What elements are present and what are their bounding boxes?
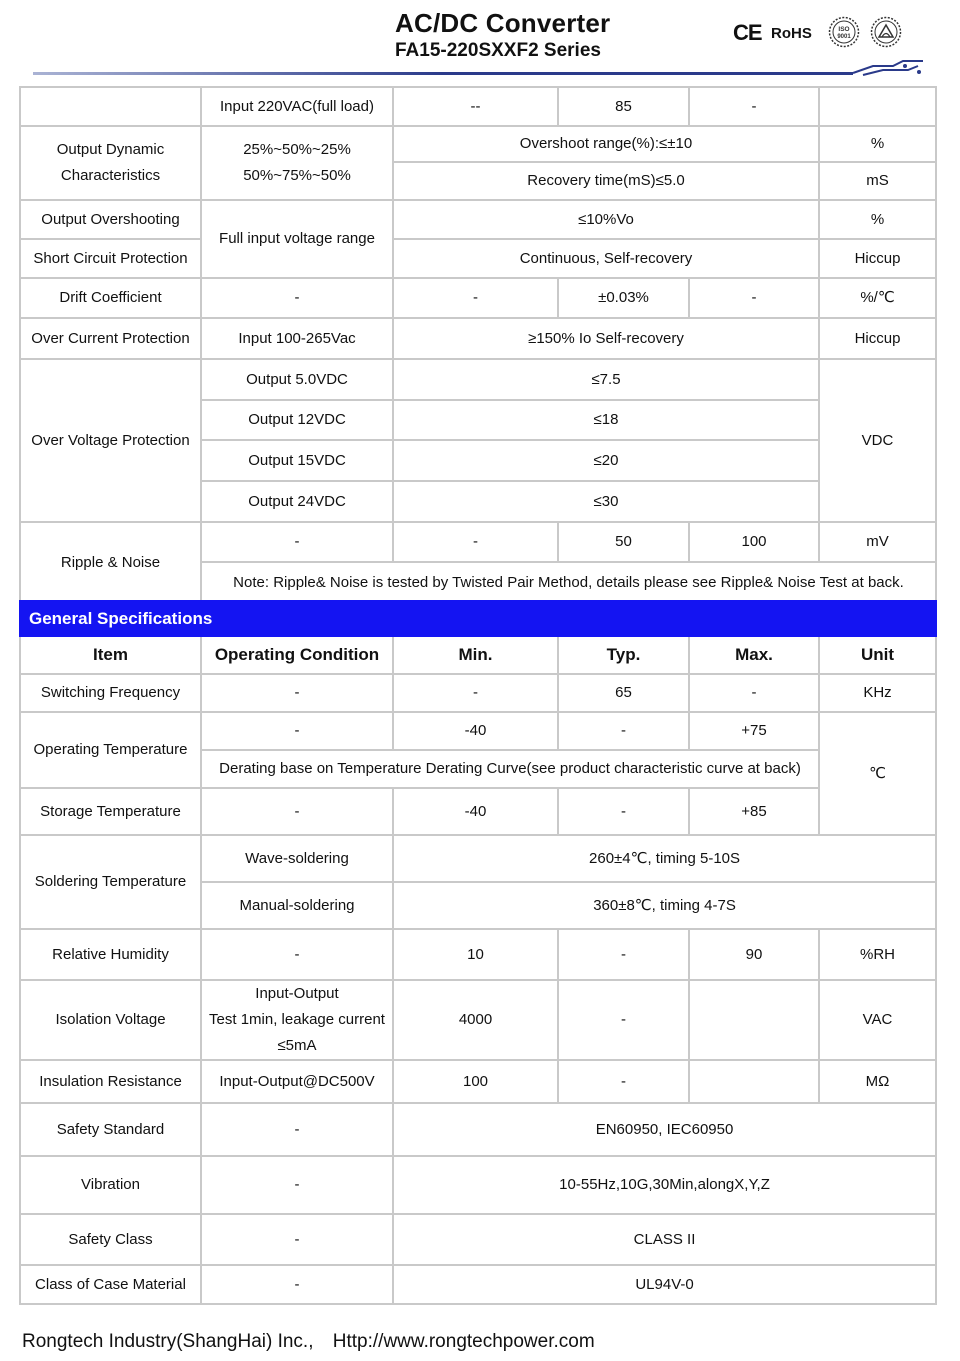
page-header	[0, 0, 960, 80]
item-cell: Relative Humidity	[20, 929, 201, 980]
item-cell: Switching Frequency	[20, 674, 201, 712]
condition-cell: -	[201, 1214, 393, 1265]
table-row	[20, 929, 936, 980]
value-cell: ≤7.5	[393, 359, 819, 400]
item-cell: Isolation Voltage	[20, 980, 201, 1060]
table-row	[20, 674, 936, 712]
page-footer	[22, 1331, 609, 1353]
table-row	[20, 126, 936, 162]
min-cell: 10	[393, 929, 558, 980]
table-row	[20, 1103, 936, 1156]
min-cell: -40	[393, 712, 558, 750]
unit-cell: %RH	[819, 929, 936, 980]
condition-cell: Output 5.0VDC	[201, 359, 393, 400]
table-row	[20, 87, 936, 126]
general-spec-table	[19, 600, 937, 1305]
condition-cell: 25%~50%~25% 50%~75%~50%	[201, 126, 393, 200]
item-cell: Output Dynamic Characteristics	[20, 126, 201, 200]
typ-cell: 50	[558, 522, 689, 562]
typ-cell: 85	[558, 87, 689, 126]
condition-cell: Manual-soldering	[201, 882, 393, 929]
item-cell: Class of Case Material	[20, 1265, 201, 1304]
condition-cell: Input 220VAC(full load)	[201, 87, 393, 126]
section-title: General Specifications	[20, 601, 936, 636]
value-cell: CLASS II	[393, 1214, 936, 1265]
ce-mark: CE	[733, 20, 762, 45]
item-cell: Storage Temperature	[20, 788, 201, 835]
item-cell: Vibration	[20, 1156, 201, 1214]
condition-cell: -	[201, 674, 393, 712]
condition-cell: Output 24VDC	[201, 481, 393, 522]
table-row	[20, 1156, 936, 1214]
company-url[interactable]: Http://www.rongtechpower.com	[332, 1331, 595, 1352]
unit-cell: KHz	[819, 674, 936, 712]
company-name: Rongtech Industry(ShangHai) Inc.,	[22, 1331, 314, 1352]
unit-cell: %	[819, 126, 936, 162]
header-item: Item	[20, 636, 201, 674]
typ-cell: ±0.03%	[558, 278, 689, 318]
value-cell: Recovery time(mS)≤5.0	[393, 162, 819, 200]
value-cell: Overshoot range(%):≤±10	[393, 126, 819, 162]
value-cell: EN60950, IEC60950	[393, 1103, 936, 1156]
table-row	[20, 522, 936, 562]
typ-cell: -	[558, 788, 689, 835]
unit-cell: mV	[819, 522, 936, 562]
condition-cell: -	[201, 1156, 393, 1214]
min-cell: -	[393, 278, 558, 318]
green-product-icon	[870, 16, 902, 48]
svg-text:ISO: ISO	[838, 26, 850, 33]
header-min: Min.	[393, 636, 558, 674]
max-cell: +75	[689, 712, 819, 750]
condition-cell: Input 100-265Vac	[201, 318, 393, 359]
item-cell: Insulation Resistance	[20, 1060, 201, 1103]
min-cell: 100	[393, 1060, 558, 1103]
table-row	[20, 980, 936, 1060]
typ-cell: -	[558, 980, 689, 1060]
unit-cell: Hiccup	[819, 239, 936, 278]
header-max: Max.	[689, 636, 819, 674]
table-row	[20, 1265, 936, 1304]
item-cell: Safety Standard	[20, 1103, 201, 1156]
note-cell: Note: Ripple& Noise is tested by Twisted Pair Method, details please see Ripple& Noise Test at back.	[201, 562, 936, 603]
header-decoration-line	[33, 60, 923, 80]
item-cell: Soldering Temperature	[20, 835, 201, 929]
unit-cell: VDC	[819, 359, 936, 522]
condition-cell: -	[201, 522, 393, 562]
value-cell: ≤30	[393, 481, 819, 522]
condition-cell: Output 12VDC	[201, 400, 393, 440]
max-cell: 90	[689, 929, 819, 980]
item-cell: Ripple & Noise	[20, 522, 201, 603]
header-unit: Unit	[819, 636, 936, 674]
unit-cell: MΩ	[819, 1060, 936, 1103]
item-cell: Over Voltage Protection	[20, 359, 201, 522]
table-row	[20, 318, 936, 359]
item-cell: Safety Class	[20, 1214, 201, 1265]
item-cell: Operating Temperature	[20, 712, 201, 788]
condition-cell: -	[201, 712, 393, 750]
table-row	[20, 200, 936, 239]
item-cell: Short Circuit Protection	[20, 239, 201, 278]
unit-cell: VAC	[819, 980, 936, 1060]
svg-text:9001: 9001	[837, 34, 851, 40]
value-cell: 360±8℃, timing 4-7S	[393, 882, 936, 929]
condition-cell: -	[201, 788, 393, 835]
note-cell: Derating base on Temperature Derating Curve(see product characteristic curve at back)	[201, 750, 819, 788]
column-header-row	[20, 636, 936, 674]
max-cell: +85	[689, 788, 819, 835]
condition-cell: Input-Output Test 1min, leakage current ≤5mA	[201, 980, 393, 1060]
condition-cell: -	[201, 1103, 393, 1156]
rohs-mark: RoHS	[771, 25, 812, 42]
empty-cell	[20, 87, 201, 126]
table-row	[20, 788, 936, 835]
min-cell: -40	[393, 788, 558, 835]
value-cell: ≥150% Io Self-recovery	[393, 318, 819, 359]
condition-cell: Wave-soldering	[201, 835, 393, 882]
condition-cell: -	[201, 1265, 393, 1304]
value-cell: ≤20	[393, 440, 819, 481]
table-row	[20, 1060, 936, 1103]
condition-cell: -	[201, 278, 393, 318]
max-cell: -	[689, 278, 819, 318]
value-cell: Continuous, Self-recovery	[393, 239, 819, 278]
max-cell	[689, 1060, 819, 1103]
item-cell: Output Overshooting	[20, 200, 201, 239]
typ-cell: -	[558, 1060, 689, 1103]
min-cell: --	[393, 87, 558, 126]
unit-cell: ℃	[819, 712, 936, 835]
table-row	[20, 1214, 936, 1265]
unit-cell: Hiccup	[819, 318, 936, 359]
max-cell: -	[689, 674, 819, 712]
condition-cell: -	[201, 929, 393, 980]
unit-cell: %/℃	[819, 278, 936, 318]
typ-cell: -	[558, 929, 689, 980]
iso-certification-icon	[828, 16, 860, 48]
header-typ: Typ.	[558, 636, 689, 674]
value-cell: UL94V-0	[393, 1265, 936, 1304]
document-title: AC/DC Converter	[395, 8, 611, 38]
min-cell: -	[393, 674, 558, 712]
unit-cell: %	[819, 200, 936, 239]
table-row	[20, 239, 936, 278]
max-cell	[689, 980, 819, 1060]
item-cell: Drift Coefficient	[20, 278, 201, 318]
table-row	[20, 835, 936, 882]
typ-cell: -	[558, 712, 689, 750]
unit-cell	[819, 87, 936, 126]
condition-cell: Output 15VDC	[201, 440, 393, 481]
table-row	[20, 278, 936, 318]
max-cell: -	[689, 87, 819, 126]
value-cell: 260±4℃, timing 5-10S	[393, 835, 936, 882]
table-row	[20, 359, 936, 400]
table-row	[20, 712, 936, 750]
min-cell: -	[393, 522, 558, 562]
condition-cell: Input-Output@DC500V	[201, 1060, 393, 1103]
condition-cell: Full input voltage range	[201, 200, 393, 278]
header-condition: Operating Condition	[201, 636, 393, 674]
output-spec-table	[19, 86, 937, 604]
typ-cell: 65	[558, 674, 689, 712]
value-cell: ≤18	[393, 400, 819, 440]
series-title: FA15-220SXXF2 Series	[395, 40, 601, 61]
value-cell: 10-55Hz,10G,30Min,alongX,Y,Z	[393, 1156, 936, 1214]
min-cell: 4000	[393, 980, 558, 1060]
unit-cell: mS	[819, 162, 936, 200]
section-header-row	[20, 601, 936, 636]
value-cell: ≤10%Vo	[393, 200, 819, 239]
max-cell: 100	[689, 522, 819, 562]
item-cell: Over Current Protection	[20, 318, 201, 359]
